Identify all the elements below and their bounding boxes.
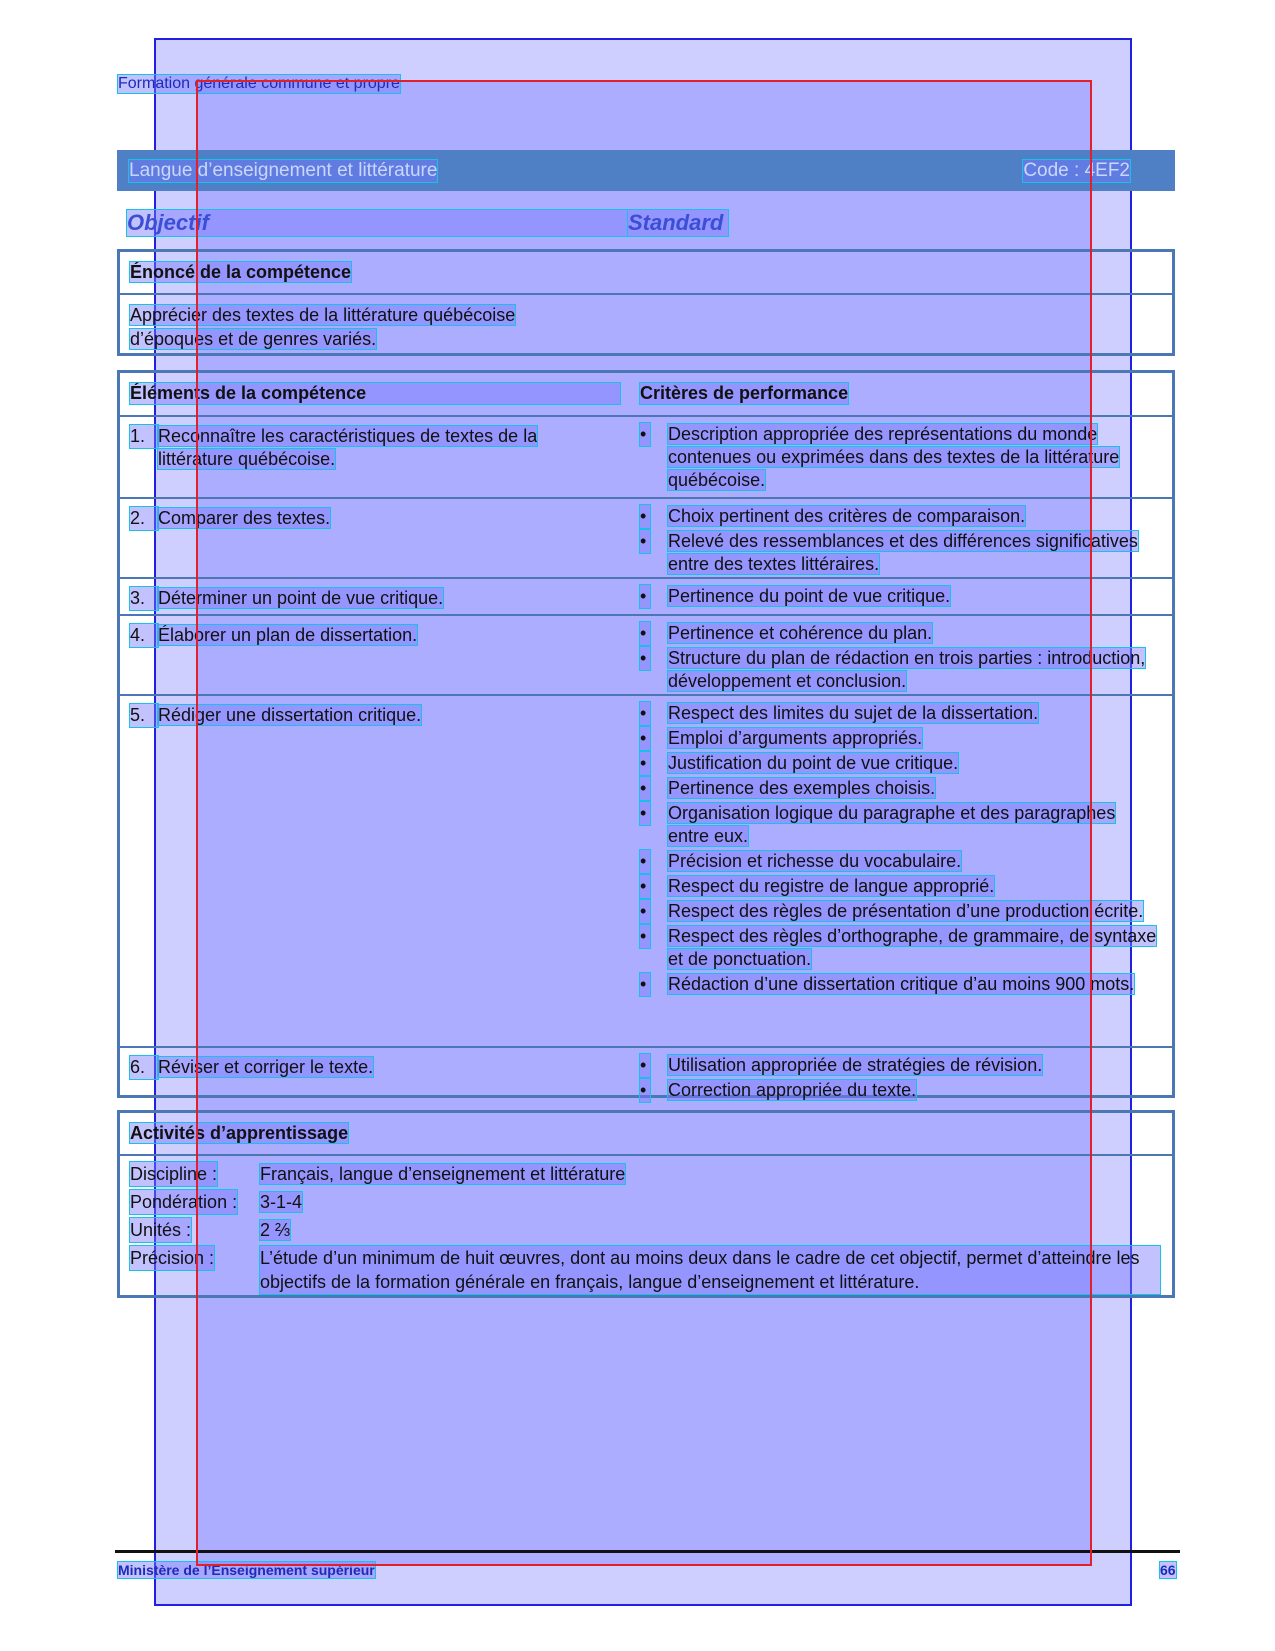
activities-title: Activités d’apprentissage xyxy=(120,1113,1172,1156)
criterion-item: • Pertinence du point de vue critique. xyxy=(640,586,951,606)
criterion-item: • Respect des règles de présentation d’une production écrite. xyxy=(640,901,1144,921)
criterion-item: • Choix pertinent des critères de comparaison. xyxy=(640,506,1026,526)
ponderation-row: Pondération : 3-1-4 xyxy=(130,1192,303,1212)
discipline-row: Discipline : Français, langue d’enseignement et littérature xyxy=(130,1164,626,1184)
banner-code: Code : 4EF2 xyxy=(1023,160,1130,181)
bullet-icon: • xyxy=(640,973,650,996)
bullet-icon: • xyxy=(640,752,650,775)
page-caption: Formation générale commune et propre xyxy=(118,75,400,92)
bullet-icon: • xyxy=(640,702,650,725)
criterion-item: • Rédaction d’une dissertation critique d’au moins 900 mots. xyxy=(640,974,1135,994)
bullet-icon: • xyxy=(640,622,650,645)
standard-heading: Standard xyxy=(628,210,728,236)
criterion-item: • Pertinence des exemples choisis. xyxy=(640,778,936,798)
bullet-icon: • xyxy=(640,585,650,608)
bullet-icon: • xyxy=(640,530,650,553)
bullet-icon: • xyxy=(640,802,650,825)
elements-col-header: Éléments de la compétence xyxy=(130,383,620,404)
criterion-item: • Respect du registre de langue approprié. xyxy=(640,876,995,896)
element-label: 2. Comparer des textes. xyxy=(130,508,331,528)
element-label: 3. Déterminer un point de vue critique. xyxy=(130,588,444,608)
criteria-col-header: Critères de performance xyxy=(640,383,849,403)
bullet-icon: • xyxy=(640,1054,650,1077)
overlay-red-frame xyxy=(196,80,1092,1566)
bullet-icon: • xyxy=(640,1079,650,1102)
unites-row: Unités : 2 ⅔ xyxy=(130,1220,291,1240)
criterion-item: • Respect des règles d’orthographe, de grammaire, de syntaxe et de ponctuation. xyxy=(640,926,1157,969)
criterion-item: • Emploi d’arguments appropriés. xyxy=(640,728,923,748)
element-label: 6. Réviser et corriger le texte. xyxy=(130,1057,374,1077)
criterion-item: • Utilisation appropriée de stratégies de révision. xyxy=(640,1055,1043,1075)
element-label: 4. Élaborer un plan de dissertation. xyxy=(130,625,418,645)
enonce-text: Apprécier des textes de la littérature québécoise d’époques et de genres variés. xyxy=(130,305,516,349)
bullet-icon: • xyxy=(640,727,650,750)
bullet-icon: • xyxy=(640,647,650,670)
criterion-item: • Pertinence et cohérence du plan. xyxy=(640,623,933,643)
element-label: 5. Rédiger une dissertation critique. xyxy=(130,705,422,725)
precision-row: Précision : L’étude d’un minimum de huit œuvres, dont au moins deux dans le cadre de cet objectif, permet d’atteindre les objectifs de la formation générale en français, langue d’enseignement et littérature. xyxy=(120,1246,1172,1298)
objectif-heading: Objectif xyxy=(127,210,627,236)
criterion-item: • Relevé des ressemblances et des différences significatives entre des textes littéraires. xyxy=(640,531,1138,574)
bullet-icon: • xyxy=(640,875,650,898)
bullet-icon: • xyxy=(640,900,650,923)
criterion-item: • Structure du plan de rédaction en trois parties : introduction, développement et conclusion. xyxy=(640,648,1146,691)
footer-page-number: 66 xyxy=(1160,1562,1176,1578)
criterion-item: • Description appropriée des représentations du monde contenues ou exprimées dans des textes de la littérature québécoise. xyxy=(640,424,1120,490)
bullet-icon: • xyxy=(640,423,650,446)
bullet-icon: • xyxy=(640,505,650,528)
element-label: 1. Reconnaître les caractéristiques de textes de la littérature québécoise. xyxy=(130,426,538,469)
bullet-icon: • xyxy=(640,925,650,948)
criterion-item: • Respect des limites du sujet de la dissertation. xyxy=(640,703,1039,723)
footer-ministry: Ministère de l’Enseignement supérieur xyxy=(118,1562,375,1578)
criterion-item: • Correction appropriée du texte. xyxy=(640,1080,917,1100)
criterion-item: • Précision et richesse du vocabulaire. xyxy=(640,851,962,871)
enonce-title: Énoncé de la compétence xyxy=(120,252,1172,295)
criterion-item: • Organisation logique du paragraphe et des paragraphes entre eux. xyxy=(640,803,1116,846)
bullet-icon: • xyxy=(640,777,650,800)
banner-title: Langue d’enseignement et littérature xyxy=(129,160,438,181)
criterion-item: • Justification du point de vue critique. xyxy=(640,753,959,773)
bullet-icon: • xyxy=(640,850,650,873)
